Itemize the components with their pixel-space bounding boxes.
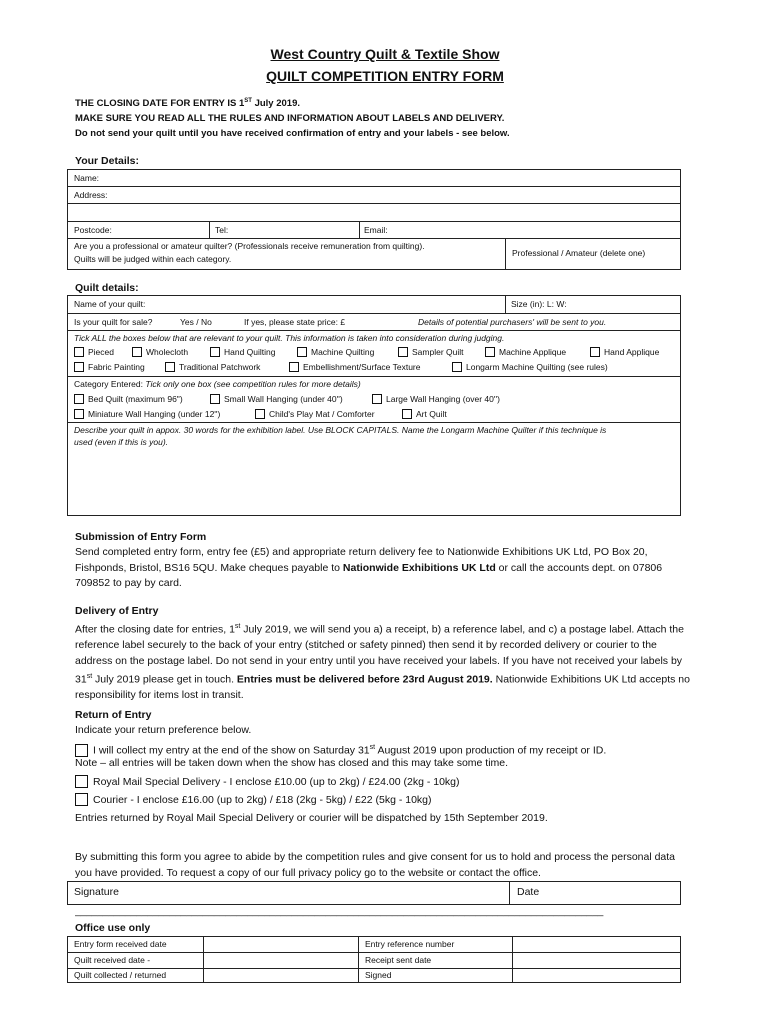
checkbox-icon <box>485 347 495 357</box>
tel-field[interactable]: Tel: <box>215 225 229 235</box>
describe-instructions-2: used (even if this is you). <box>74 437 169 447</box>
description-area[interactable] <box>68 450 680 514</box>
category-art-quilt[interactable]: Art Quilt <box>402 409 447 419</box>
postcode-field[interactable]: Postcode: <box>74 225 112 235</box>
checkbox-icon <box>74 394 84 404</box>
checkbox-icon <box>297 347 307 357</box>
category-small-wall-hanging[interactable]: Small Wall Hanging (under 40'') <box>210 394 343 404</box>
checkbox-icon <box>165 362 175 372</box>
return-option-courier[interactable]: Courier - I enclose £16.00 (up to 2kg) / £18 (2kg - 5kg) / £22 (5kg - 10kg) <box>75 793 690 809</box>
checkbox-icon <box>75 744 88 757</box>
checkbox-icon <box>210 347 220 357</box>
return-heading: Return of Entry <box>75 709 152 721</box>
office-signed: Signed <box>365 970 392 980</box>
form-title: West Country Quilt & Textile Show <box>270 46 500 62</box>
category-entered: Category Entered: Tick only one box (see competition rules for more details) <box>74 379 361 389</box>
office-quilt-received: Quilt received date - <box>74 955 151 965</box>
technique-traditional-patchwork[interactable]: Traditional Patchwork <box>165 362 260 372</box>
professional-amateur-field[interactable]: Professional / Amateur (delete one) <box>512 248 646 258</box>
consent-text: By submitting this form you agree to abide by the competition rules and give consent for us to hold and process the personal data you have provided. To request a copy of our full privacy policy go to the website or contact the office. <box>75 851 676 879</box>
judging-note: Quilts will be judged within each category. <box>74 254 232 264</box>
closing-date-line: THE CLOSING DATE FOR ENTRY IS 1ST July 2019. <box>75 98 300 110</box>
name-field[interactable]: Name: <box>74 173 100 183</box>
tick-all-note: Tick ALL the boxes below that are relevant to your quilt. This information is taken into consideration during judging. <box>74 333 505 343</box>
category-large-wall-hanging[interactable]: Large Wall Hanging (over 40'') <box>372 394 500 404</box>
checkbox-icon <box>398 347 408 357</box>
checkbox-icon <box>210 394 220 404</box>
submission-heading: Submission of Entry Form <box>75 531 207 543</box>
office-entry-received: Entry form received date <box>74 939 167 949</box>
checkbox-icon <box>74 347 84 357</box>
checkbox-icon <box>75 775 88 788</box>
return-option-royal-mail[interactable]: Royal Mail Special Delivery - I enclose £10.00 (up to 2kg) / £24.00 (2kg - 10kg) <box>75 775 690 791</box>
technique-wholecloth[interactable]: Wholecloth <box>132 347 188 357</box>
warning-line: Do not send your quilt until you have received confirmation of entry and your labels - see below. <box>75 128 510 139</box>
email-field[interactable]: Email: <box>364 225 388 235</box>
purchasers-note: Details of potential purchasers' will be sent to you. <box>418 317 607 327</box>
checkbox-icon <box>289 362 299 372</box>
checkbox-icon <box>402 409 412 419</box>
price-field[interactable]: If yes, please state price: £ <box>244 317 346 327</box>
checkbox-icon <box>372 394 382 404</box>
signature-field[interactable]: Signature <box>74 886 119 898</box>
technique-longarm[interactable]: Longarm Machine Quilting (see rules) <box>452 362 608 372</box>
office-use-heading: Office use only <box>75 922 151 934</box>
office-quilt-collected: Quilt collected / returned <box>74 970 167 980</box>
technique-embellishment[interactable]: Embellishment/Surface Texture <box>289 362 420 372</box>
technique-sampler-quilt[interactable]: Sampler Quilt <box>398 347 464 357</box>
category-childs-play-mat[interactable]: Child's Play Mat / Comforter <box>255 409 375 419</box>
technique-hand-applique[interactable]: Hand Applique <box>590 347 659 357</box>
technique-pieced[interactable]: Pieced <box>74 347 114 357</box>
checkbox-icon <box>452 362 462 372</box>
delivery-heading: Delivery of Entry <box>75 605 159 617</box>
form-subtitle: QUILT COMPETITION ENTRY FORM <box>266 68 504 84</box>
quilt-size-field[interactable]: Size (in): L: W: <box>511 299 567 309</box>
quilt-details-heading: Quilt details: <box>75 282 139 294</box>
return-indicate: Indicate your return preference below. <box>75 724 252 736</box>
checkbox-icon <box>132 347 142 357</box>
quilt-name-field[interactable]: Name of your quilt: <box>74 299 146 309</box>
checkbox-icon <box>74 362 84 372</box>
technique-hand-quilting[interactable]: Hand Quilting <box>210 347 276 357</box>
your-details-heading: Your Details: <box>75 155 139 167</box>
delivery-text: After the closing date for entries, 1st July 2019, we will send you a) a receipt, b) a reference label, and c) a postage label. Attach the reference label securely to the back of your entry (stitched or safety pinned) then send it by recorded delivery or courier to the address on the postage label. Do not send in your entry until you have received your labels. If you have not received your labels by 31st July 2019 please get in touch. Entries must be delivered before 23rd August 2019. Nationwide Exhibitions UK Ltd accepts no responsibility for items lost in transit. <box>75 623 690 701</box>
professional-question: Are you a professional or amateur quilter? (Professionals receive remuneration from quilting). <box>74 241 425 251</box>
for-sale-yes-no[interactable]: Yes / No <box>180 317 212 327</box>
technique-fabric-painting[interactable]: Fabric Painting <box>74 362 145 372</box>
address-field[interactable]: Address: <box>74 190 108 200</box>
checkbox-icon <box>255 409 265 419</box>
technique-row-1 <box>74 347 114 357</box>
technique-machine-applique[interactable]: Machine Applique <box>485 347 566 357</box>
rules-line: MAKE SURE YOU READ ALL THE RULES AND INFORMATION ABOUT LABELS AND DELIVERY. <box>75 113 505 124</box>
office-entry-reference: Entry reference number <box>365 939 455 949</box>
technique-machine-quilting[interactable]: Machine Quilting <box>297 347 374 357</box>
category-bed-quilt[interactable]: Bed Quilt (maximum 96") <box>74 394 183 404</box>
describe-instructions: Describe your quilt in appox. 30 words for the exhibition label. Use BLOCK CAPITALS. Name the Longarm Machine Quilter if this technique is <box>74 425 607 435</box>
return-note: Note – all entries will be taken down when the show has closed and this may take some time. <box>75 757 509 769</box>
checkbox-icon <box>74 409 84 419</box>
checkbox-icon <box>75 793 88 806</box>
office-receipt-sent: Receipt sent date <box>365 955 432 965</box>
return-dispatch: Entries returned by Royal Mail Special Delivery or courier will be dispatched by 15th September 2019. <box>75 812 548 824</box>
submission-text: Send completed entry form, entry fee (£5) and appropriate return delivery fee to Nationwide Exhibitions UK Ltd, PO Box 20, Fishponds, Bristol, BS16 5QU. Make cheques payable to Nationwide Exhibitions UK Ltd or call the accounts dept. on 07806 709852 to pay by card. <box>75 546 663 589</box>
category-miniature[interactable]: Miniature Wall Hanging (under 12'') <box>74 409 220 419</box>
signature-box <box>67 881 681 905</box>
return-option-collect[interactable]: I will collect my entry at the end of the show on Saturday 31st August 2019 upon production of my receipt or ID. <box>75 740 690 759</box>
divider: _______________________________________________________________________________________________ <box>75 906 604 917</box>
date-field[interactable]: Date <box>517 886 540 898</box>
for-sale-label: Is your quilt for sale? <box>74 317 153 327</box>
checkbox-icon <box>590 347 600 357</box>
